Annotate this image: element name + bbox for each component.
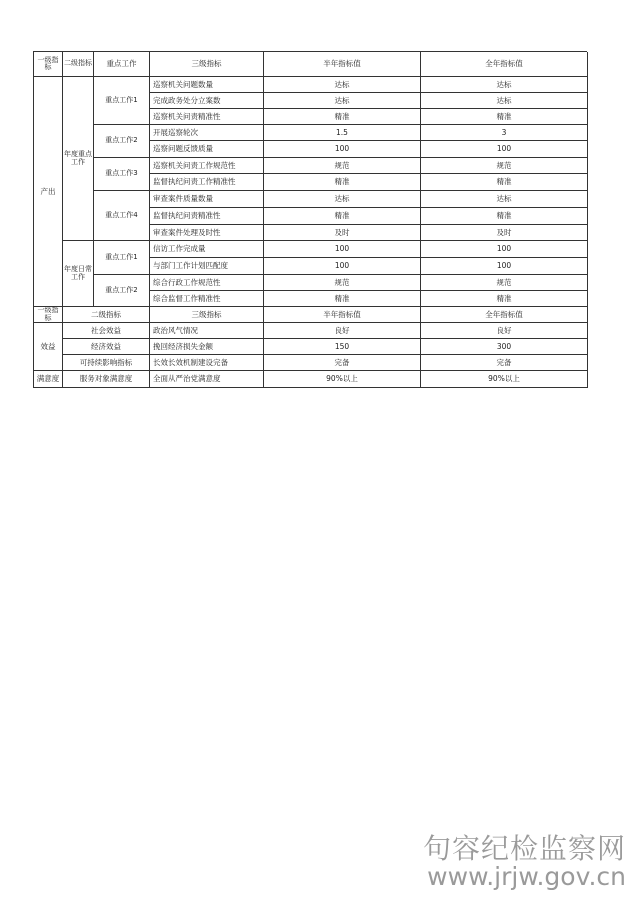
full-year-value: 达标	[421, 77, 588, 93]
indicator-cell: 综合行政工作规范性	[150, 275, 264, 291]
watermark-site-name: 句容纪检监察网	[422, 832, 626, 866]
half-year-value: 精准	[264, 109, 421, 125]
full-year-value: 规范	[421, 158, 588, 174]
half-year-value: 达标	[264, 77, 421, 93]
header-key-work: 重点工作	[94, 52, 150, 77]
indicator-cell: 长效长效机制建设完备	[150, 355, 264, 371]
subheader-second-level: 二级指标	[63, 307, 150, 323]
indicator-cell: 挽回经济损失金额	[150, 339, 264, 355]
half-year-value: 规范	[264, 158, 421, 174]
group-annual-key-work: 年度重点工作	[63, 77, 94, 241]
header-third-level: 三级指标	[150, 52, 264, 77]
header-half-year: 半年指标值	[264, 52, 421, 77]
daily-work-1: 重点工作1	[94, 241, 150, 275]
subheader-full-year: 全年指标值	[421, 307, 588, 323]
full-year-value: 精准	[421, 291, 588, 307]
full-year-value: 达标	[421, 191, 588, 208]
half-year-value: 完备	[264, 355, 421, 371]
indicator-cell: 巡察问题反馈质量	[150, 141, 264, 158]
group-satisfaction: 满意度	[34, 371, 63, 388]
indicator-cell: 开展巡察轮次	[150, 125, 264, 141]
full-year-value: 精准	[421, 174, 588, 191]
watermark-url: www.jrjw.gov.cn	[427, 861, 626, 891]
half-year-value: 100	[264, 258, 421, 275]
full-year-value: 达标	[421, 93, 588, 109]
performance-indicator-table	[33, 51, 587, 388]
indicator-cell: 完成政务处分立案数	[150, 93, 264, 109]
second-level-cell: 经济效益	[63, 339, 150, 355]
indicator-cell: 与部门工作计划匹配度	[150, 258, 264, 275]
indicator-cell: 监督执纪问责精准性	[150, 208, 264, 225]
half-year-value: 达标	[264, 191, 421, 208]
full-year-value: 100	[421, 258, 588, 275]
full-year-value: 3	[421, 125, 588, 141]
indicator-cell: 巡察机关问题数量	[150, 77, 264, 93]
full-year-value: 100	[421, 141, 588, 158]
half-year-value: 100	[264, 141, 421, 158]
indicator-cell: 审查案件质量数量	[150, 191, 264, 208]
second-level-cell: 服务对象满意度	[63, 371, 150, 388]
full-year-value: 及时	[421, 225, 588, 241]
half-year-value: 150	[264, 339, 421, 355]
half-year-value: 及时	[264, 225, 421, 241]
indicator-cell: 全面从严治党满意度	[150, 371, 264, 388]
second-level-cell: 社会效益	[63, 323, 150, 339]
group-annual-daily-work: 年度日常工作	[63, 241, 94, 307]
half-year-value: 90%以上	[264, 371, 421, 388]
indicator-cell: 审查案件处理及时性	[150, 225, 264, 241]
indicator-cell: 信访工作完成量	[150, 241, 264, 258]
header-second-level: 二级指标	[63, 52, 94, 77]
subheader-first-level: 一级指标	[34, 307, 63, 323]
half-year-value: 良好	[264, 323, 421, 339]
header-full-year: 全年指标值	[421, 52, 588, 77]
watermark	[423, 834, 626, 890]
full-year-value: 规范	[421, 275, 588, 291]
key-work-1: 重点工作1	[94, 77, 150, 125]
second-level-cell: 可持续影响指标	[63, 355, 150, 371]
daily-work-2: 重点工作2	[94, 275, 150, 307]
half-year-value: 规范	[264, 275, 421, 291]
indicator-cell: 政治风气情况	[150, 323, 264, 339]
full-year-value: 100	[421, 241, 588, 258]
subheader-third-level: 三级指标	[150, 307, 264, 323]
half-year-value: 精准	[264, 291, 421, 307]
full-year-value: 90%以上	[421, 371, 588, 388]
full-year-value: 精准	[421, 208, 588, 225]
indicator-cell: 综合监督工作精准性	[150, 291, 264, 307]
subheader-half-year: 半年指标值	[264, 307, 421, 323]
half-year-value: 精准	[264, 208, 421, 225]
half-year-value: 100	[264, 241, 421, 258]
indicator-cell: 巡察机关问责工作规范性	[150, 158, 264, 174]
half-year-value: 精准	[264, 174, 421, 191]
indicator-cell: 巡察机关问责精准性	[150, 109, 264, 125]
key-work-3: 重点工作3	[94, 158, 150, 191]
half-year-value: 1.5	[264, 125, 421, 141]
indicator-cell: 监督执纪问责工作精准性	[150, 174, 264, 191]
group-output: 产出	[34, 77, 63, 307]
full-year-value: 完备	[421, 355, 588, 371]
group-benefit: 效益	[34, 323, 63, 371]
half-year-value: 达标	[264, 93, 421, 109]
header-first-level: 一级指标	[34, 52, 63, 77]
full-year-value: 良好	[421, 323, 588, 339]
full-year-value: 精准	[421, 109, 588, 125]
key-work-4: 重点工作4	[94, 191, 150, 241]
full-year-value: 300	[421, 339, 588, 355]
key-work-2: 重点工作2	[94, 125, 150, 158]
